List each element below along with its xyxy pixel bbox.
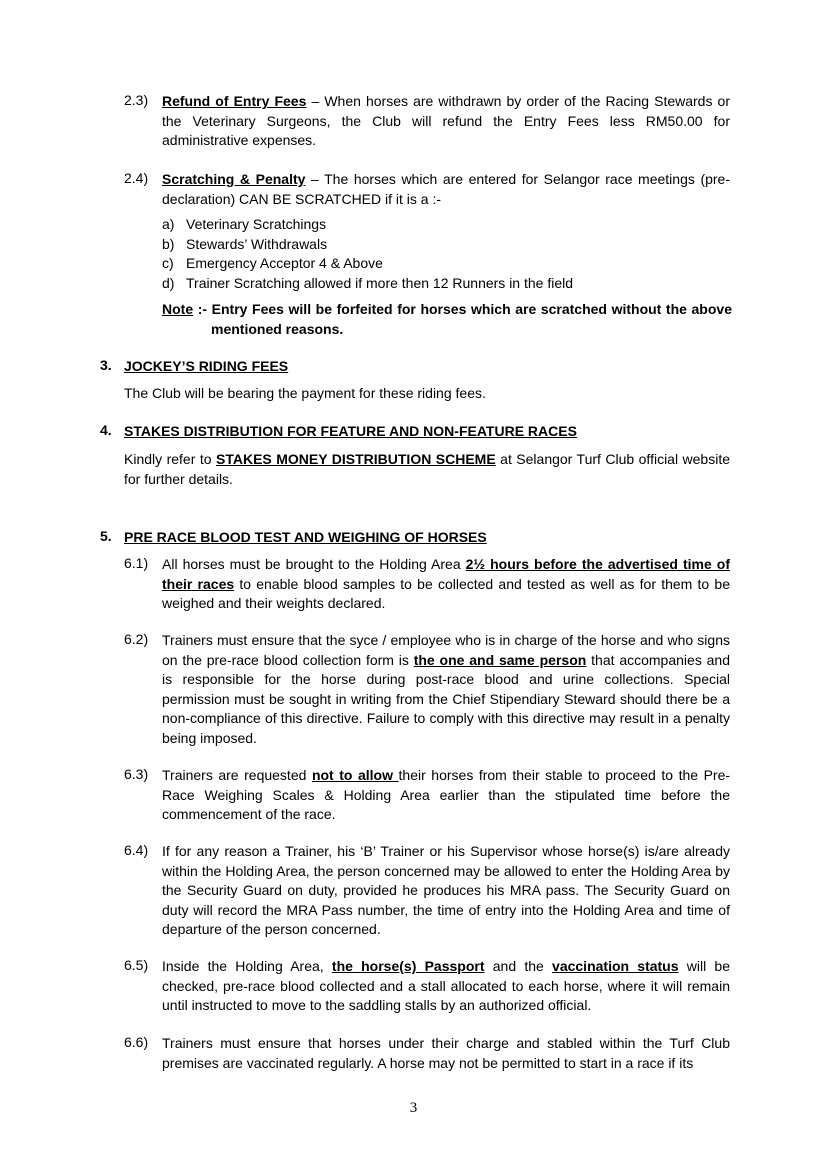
section-title: STAKES DISTRIBUTION FOR FEATURE AND NON-FEATURE RACES bbox=[124, 423, 577, 439]
list-item: d) Trainer Scratching allowed if more then 12 Runners in the field bbox=[162, 274, 574, 291]
clause-text: – The horses which are entered for Selangor race meetings (pre-declaration) CAN BE SCRATCHED if it is a :- bbox=[162, 171, 731, 207]
clause-6-4: If for any reason a Trainer, his ‘B’ Trainer or his Supervisor whose horse(s) is/are already within the Holding Area, the person concerned may be allowed to enter the Holding Area by the Security Guard on duty, provided he produces his MRA pass. The Security Guard on duty will record the MRA Pass number, the time of entry into the Holding Area and time of departure of the person concerned. bbox=[162, 843, 730, 937]
section-title: PRE RACE BLOOD TEST AND WEIGHING OF HORSES bbox=[124, 529, 487, 545]
note-label: Note bbox=[162, 301, 194, 317]
clause-6-2: Trainers must ensure that the syce / employee who is in charge of the horse and who signs on the pre-race blood collection form is the one and same person that accompanies and is responsible for the horse during post-race blood and urine collections. Special permission must be sought in writing from the Chief Stipendiary Steward should there be a non-compliance of this directive. Failure to comply with this directive may result in a penalty being imposed. bbox=[162, 632, 731, 746]
section-number: 3. bbox=[100, 357, 112, 373]
scratching-reasons-list bbox=[162, 215, 732, 293]
section-text: Kindly refer to STAKES MONEY DISTRIBUTION SCHEME at Selangor Turf Club official website for further details. bbox=[124, 451, 731, 487]
section-number: 4. bbox=[100, 422, 112, 438]
clause-6-5: Inside the Holding Area, the horse(s) Passport and the vaccination status will be checked, pre-race blood collected and a stall allocated to each horse, where it will remain until instructed to move to the saddling stalls by an authorized official. bbox=[162, 958, 731, 1013]
clause-6-6: Trainers must ensure that horses under their charge and stabled within the Turf Club premises are vaccinated regularly. A horse may not be permitted to start in a race if its bbox=[162, 1035, 730, 1071]
page-number: 3 bbox=[409, 1100, 418, 1116]
list-item: b) Stewards’ Withdrawals bbox=[162, 235, 328, 252]
section-number: 5. bbox=[100, 528, 112, 544]
clause-title: Scratching & Penalty bbox=[162, 171, 306, 187]
clause-number: 2.4) bbox=[124, 170, 149, 186]
list-item: a) Veterinary Scratchings bbox=[162, 216, 327, 232]
clause-title: Refund of Entry Fees bbox=[162, 93, 307, 109]
clause-number: 6.3) bbox=[124, 766, 149, 782]
clause-2-3 bbox=[162, 92, 730, 151]
note: Note :- Entry Fees will be forfeited for horses which are scratched without the above mentioned reasons. bbox=[162, 300, 732, 339]
clause-2-4 bbox=[162, 170, 730, 209]
clause-number: 6.6) bbox=[124, 1034, 149, 1050]
note-text-cont: mentioned reasons. bbox=[211, 320, 344, 337]
clause-number: 6.1) bbox=[124, 555, 149, 571]
scheme-reference: STAKES MONEY DISTRIBUTION SCHEME bbox=[216, 451, 496, 467]
section-text: The Club will be bearing the payment for these riding fees. bbox=[124, 385, 486, 401]
clause-number: 6.4) bbox=[124, 842, 149, 858]
clause-number: 6.2) bbox=[124, 631, 149, 647]
list-item: c) Emergency Acceptor 4 & Above bbox=[162, 255, 383, 271]
clause-number: 2.3) bbox=[124, 92, 149, 108]
clause-6-1: All horses must be brought to the Holding Area 2½ hours before the advertised time of their races to enable blood samples to be collected and tested as well as for them to be weighed and their weights declared. bbox=[162, 556, 730, 611]
clause-text: – When horses are withdrawn by order of the Racing Stewards or the Veterinary Surgeons, the Club will refund the Entry Fees less RM50.00 for administrative expenses. bbox=[162, 93, 730, 148]
clause-6-3: Trainers are requested not to allow their horses from their stable to proceed to the Pre-Race Weighing Scales & Holding Area earlier than the stipulated time before the commencement of the race. bbox=[162, 767, 731, 822]
clause-number: 6.5) bbox=[124, 957, 149, 973]
note-text: Entry Fees will be forfeited for horses which are scratched without the above bbox=[211, 301, 732, 317]
section-title: JOCKEY’S RIDING FEES bbox=[124, 358, 289, 374]
